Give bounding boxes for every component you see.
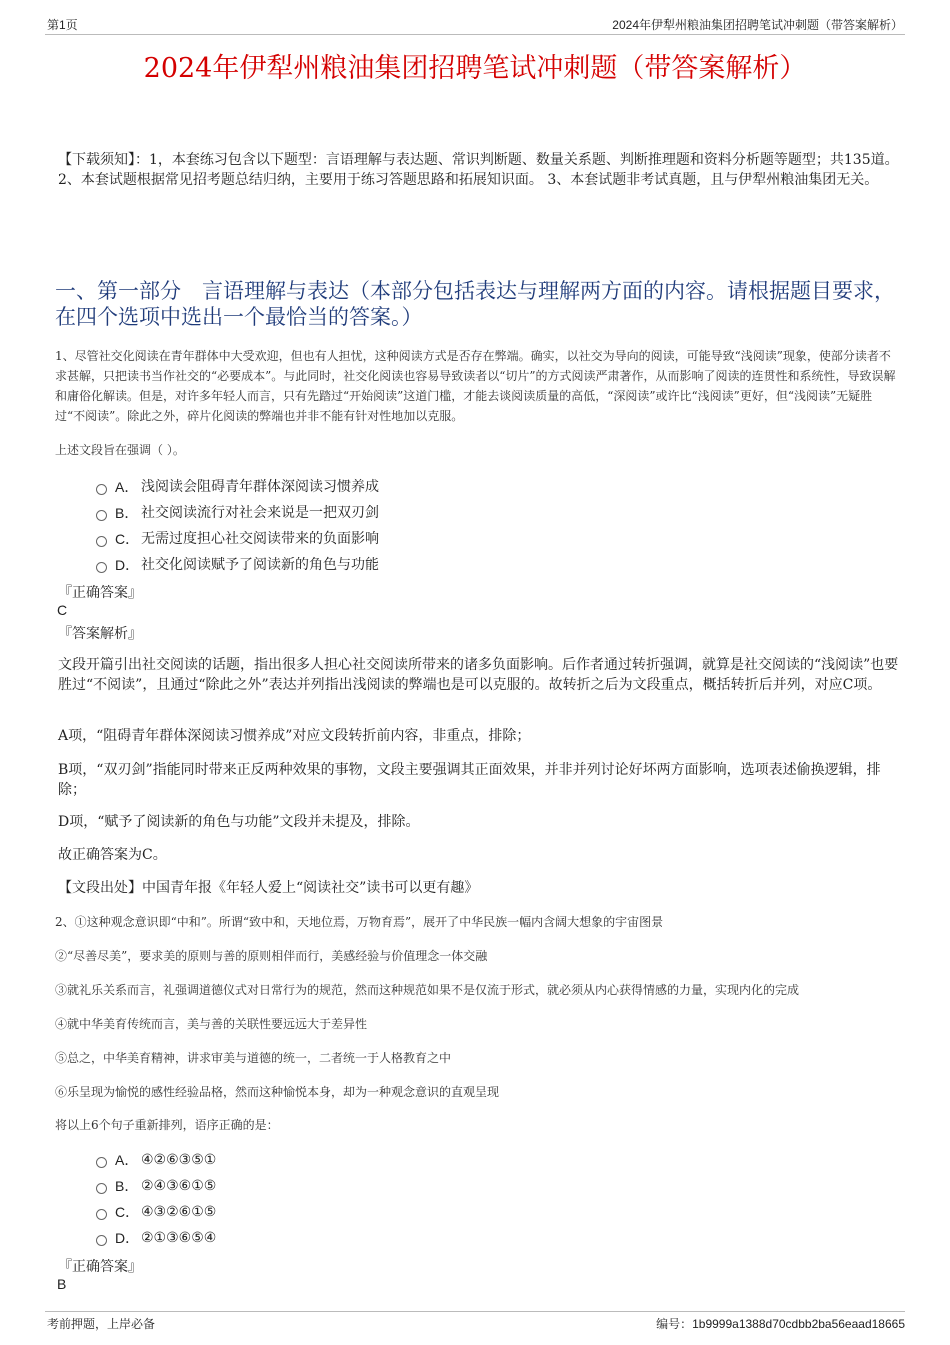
analysis-paragraph: 故正确答案为C。 — [58, 847, 167, 863]
section-heading: 一、第一部分 言语理解与表达（本部分包括表达与理解两方面的内容。请根据题目要求，在四个选项中选出一个最恰当的答案。） — [55, 279, 895, 329]
radio-icon[interactable] — [96, 1183, 107, 1194]
question-2-sentence: ③就礼乐关系而言，礼强调道德仪式对日常行为的规范，然而这种规范如果不是仅流于形式，就必须从内心获得情感的力量，实现内化的完成 — [55, 983, 800, 997]
footer-doc-id: 编号：1b9999a1388d70cdbb2ba56eaad18665 — [656, 1317, 905, 1331]
answer-label: 『正确答案』 — [58, 1259, 142, 1275]
option-a[interactable]: A． ④②⑥③⑤① — [96, 1147, 216, 1173]
analysis-paragraph: A项，“阻碍青年群体深阅读习惯养成”对应文段转折前内容，非重点，排除； — [58, 728, 531, 744]
option-c[interactable]: C． ④③②⑥①⑤ — [96, 1199, 216, 1225]
option-b[interactable]: B． ②④③⑥①⑤ — [96, 1173, 216, 1199]
download-notice: 【下载须知】：1，本套练习包含以下题型：言语理解与表达题、常识判断题、数量关系题、判断推理题和资料分析题等题型；共135道。 2、本套试题根据常见招考题总结归纳，主要用于练习答题思路和拓展知识面。 3、本套试题非考试真题，且与伊犁州粮油集团无关。 — [58, 152, 899, 188]
answer-label: 『正确答案』 — [58, 585, 142, 601]
radio-icon[interactable] — [96, 1209, 107, 1220]
option-d[interactable]: D． 社交化阅读赋予了阅读新的角色与功能 — [96, 552, 379, 578]
question-2-sentence: 2、①这种观念意识即“中和”。所谓“致中和，天地位焉，万物育焉”，展开了中华民族一幅内含阔大想象的宇宙图景 — [55, 915, 664, 929]
document-title: 2024年伊犁州粮油集团招聘笔试冲刺题（带答案解析） — [143, 53, 807, 84]
analysis-paragraph: D项，“赋予了阅读新的角色与功能”文段并未提及，排除。 — [58, 814, 420, 830]
answer-value: B — [57, 1276, 67, 1292]
footer-divider — [45, 1311, 905, 1312]
question-2-sentence: ⑥乐呈现为愉悦的感性经验品格，然而这种愉悦本身，却为一种观念意识的直观呈现 — [55, 1085, 500, 1099]
question-1-options — [96, 474, 379, 578]
source-citation: 【文段出处】中国青年报《年轻人爱上“阅读社交”读书可以更有趣》 — [58, 880, 479, 896]
question-1-prompt: 上述文段旨在强调（ ）。 — [55, 443, 185, 457]
radio-icon[interactable] — [96, 510, 107, 521]
page-number: 第1页 — [47, 18, 78, 32]
question-1-text: 1、尽管社交化阅读在青年群体中大受欢迎，但也有人担忧，这种阅读方式是否存在弊端。确实，以社交为导向的阅读，可能导致“浅阅读”现象，使部分读者不求甚解，只把读书当作社交的“必要成本”。与此同时，社交化阅读也容易导致读者以“切片”的方式阅读严肃著作，从而影响了阅读的连贯性和系统性，导致误解和庸俗化解读。但是，对许多年轻人而言，只有先踏过“开始阅读”这道门槛，才能去谈阅读质量的高低，“深阅读”或许比“浅阅读”更好，但“浅阅读”无疑胜过“不阅读”。除此之外，碎片化阅读的弊端也并非不能有针对性地加以克服。 — [55, 349, 896, 423]
option-d[interactable]: D． ②①③⑥⑤④ — [96, 1225, 216, 1251]
question-2-prompt: 将以上6个句子重新排列，语序正确的是： — [55, 1118, 279, 1132]
question-2-options — [96, 1147, 216, 1251]
header-divider — [45, 34, 905, 35]
analysis-paragraph: 文段开篇引出社交阅读的话题，指出很多人担心社交阅读所带来的诸多负面影响。后作者通过转折强调，就算是社交阅读的“浅阅读”也要胜过“不阅读”，且通过“除此之外”表达并列指出浅阅读的弊端也是可以克服的。故转折之后为文段重点，概括转折后并列，对应C项。 — [58, 657, 899, 693]
analysis-paragraph: B项，“双刃剑”指能同时带来正反两种效果的事物，文段主要强调其正面效果，并非并列讨论好坏两方面影响，选项表述偷换逻辑，排除； — [58, 762, 881, 798]
radio-icon[interactable] — [96, 562, 107, 573]
header-doc-title: 2024年伊犁州粮油集团招聘笔试冲刺题（带答案解析） — [612, 18, 903, 32]
analysis-label: 『答案解析』 — [58, 626, 142, 642]
option-a[interactable]: A． 浅阅读会阻碍青年群体深阅读习惯养成 — [96, 474, 379, 500]
option-b[interactable]: B． 社交阅读流行对社会来说是一把双刃剑 — [96, 500, 379, 526]
question-2-sentence: ④就中华美育传统而言，美与善的关联性要远远大于差异性 — [55, 1017, 368, 1031]
radio-icon[interactable] — [96, 536, 107, 547]
radio-icon[interactable] — [96, 1235, 107, 1246]
answer-value: C — [57, 602, 68, 618]
footer-slogan: 考前押题，上岸必备 — [47, 1317, 156, 1331]
radio-icon[interactable] — [96, 1157, 107, 1168]
question-2-sentence: ⑤总之，中华美育精神，讲求审美与道德的统一，二者统一于人格教育之中 — [55, 1051, 452, 1065]
radio-icon[interactable] — [96, 484, 107, 495]
question-2-sentence: ②“尽善尽美”，要求美的原则与善的原则相伴而行，美感经验与价值理念一体交融 — [55, 949, 488, 963]
option-c[interactable]: C． 无需过度担心社交阅读带来的负面影响 — [96, 526, 379, 552]
